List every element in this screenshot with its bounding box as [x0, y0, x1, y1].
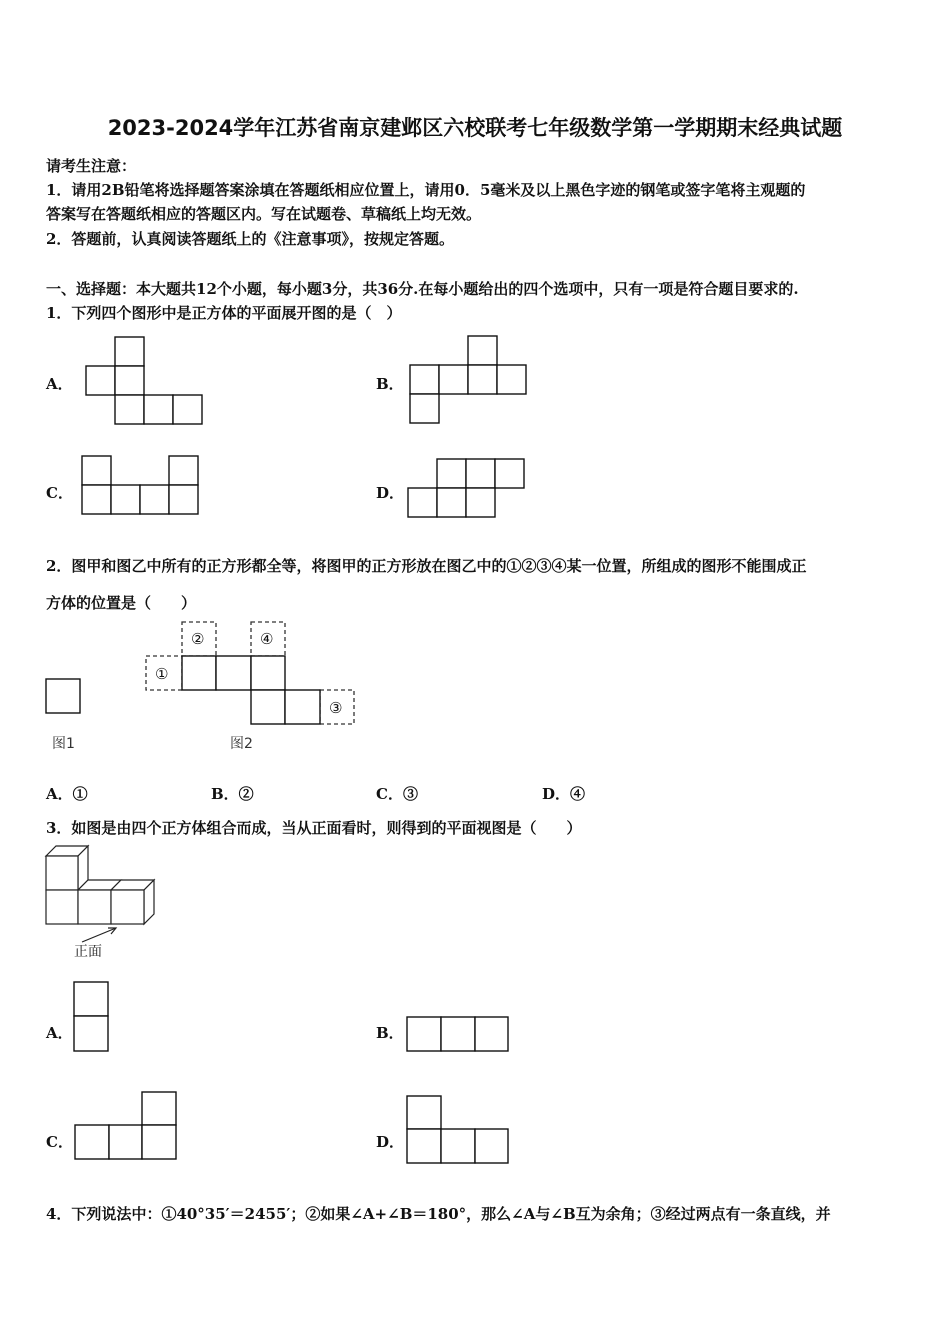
q2-fig1 [46, 679, 86, 719]
q1-option-b-label[interactable]: B． [376, 375, 404, 393]
q3-option-c-figure [75, 1092, 181, 1164]
q2-mark-1: ① [155, 665, 169, 683]
q3-option-d-figure [407, 1096, 513, 1168]
q2-mark-4: ④ [260, 630, 274, 648]
q1-option-c-figure [82, 456, 202, 518]
q1-stem: 1．下列四个图形中是正方体的平面展开图的是（ ） [46, 304, 402, 322]
q2-fig2 [146, 622, 361, 732]
notice-heading: 请考生注意： [46, 157, 137, 175]
q2-option-b[interactable]: B．② [211, 785, 254, 803]
q3-option-c-label[interactable]: C． [46, 1133, 73, 1151]
q1-option-c-label[interactable]: C． [46, 484, 73, 502]
q2-mark-2: ② [191, 630, 205, 648]
q2-stem-a: 2．图甲和图乙中所有的正方形都全等，将图甲的正方形放在图乙中的①②③④某一位置，所组成的图形不能围成正 [46, 557, 807, 575]
notice-line-1b: 答案写在答题纸相应的答题区内。写在试题卷、草稿纸上均无效。 [46, 205, 482, 223]
q3-option-b-figure [407, 1017, 513, 1057]
q3-option-a-figure [74, 982, 114, 1056]
q1-option-a-figure [86, 337, 206, 427]
q3-option-d-label[interactable]: D． [376, 1133, 405, 1151]
q2-option-a[interactable]: A．① [46, 785, 88, 803]
section-heading: 一、选择题：本大题共12个小题，每小题3分，共36分.在每小题给出的四个选项中，只有一项是符合题目要求的. [46, 280, 799, 298]
q1-option-d-label[interactable]: D． [376, 484, 405, 502]
q1-option-d-figure [408, 459, 528, 521]
q3-stem: 3．如图是由四个正方体组合而成，当从正面看时，则得到的平面视图是（ ） [46, 819, 582, 837]
q4-stem: 4．下列说法中：①40°35′＝2455′；②如果∠A+∠B＝180°，那么∠A与∠B互为余角；③经过两点有一条直线，并 [46, 1205, 831, 1223]
q2-fig1-caption: 图1 [52, 736, 75, 752]
q2-option-d[interactable]: D．④ [542, 785, 586, 803]
notice-line-1a: 1．请用2B铅笔将选择题答案涂填在答题纸相应位置上，请用0．5毫米及以上黑色字迹的钢笔或签字笔将主观题的 [46, 181, 806, 199]
q1-option-b-figure [410, 336, 530, 426]
page-title: 2023-2024学年江苏省南京建邺区六校联考七年级数学第一学期期末经典试题 [107, 116, 843, 140]
q2-mark-3: ③ [329, 699, 343, 717]
q3-solid-figure [44, 846, 174, 961]
q3-option-b-label[interactable]: B． [376, 1024, 404, 1042]
q2-stem-b: 方体的位置是（ ） [46, 594, 197, 612]
q1-option-a-label[interactable]: A． [46, 375, 73, 393]
q2-fig2-caption: 图2 [230, 736, 253, 752]
notice-line-2: 2．答题前，认真阅读答题纸上的《注意事项》，按规定答题。 [46, 230, 454, 248]
q3-front-label: 正面 [74, 944, 102, 960]
q3-option-a-label[interactable]: A． [46, 1024, 73, 1042]
q2-option-c[interactable]: C．③ [376, 785, 418, 803]
